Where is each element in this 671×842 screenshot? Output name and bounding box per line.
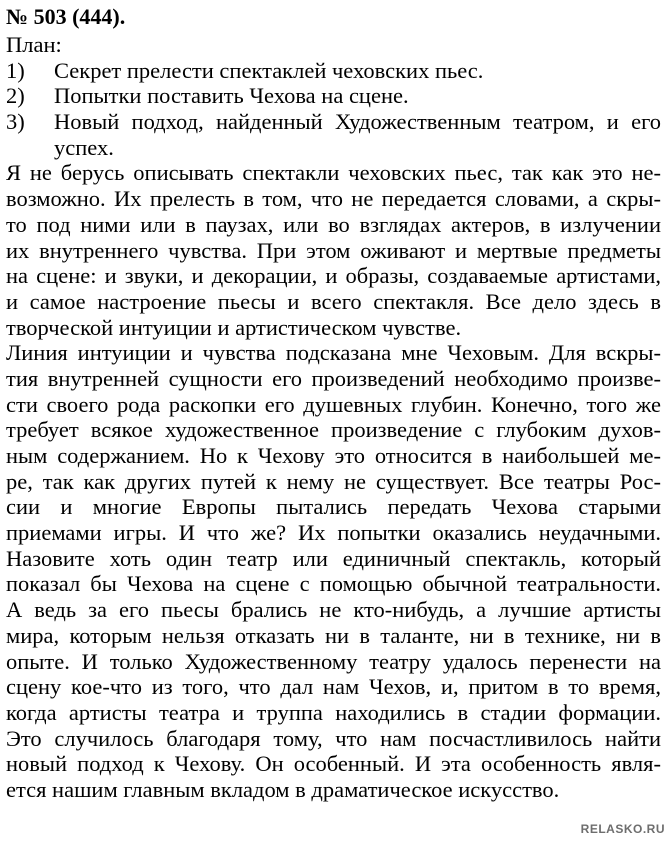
plan-item-number: 2) bbox=[6, 83, 25, 109]
plan-item-text: Новый подход, найденный Художественным театром, и его bbox=[54, 109, 661, 135]
plan-item-2 bbox=[6, 83, 661, 109]
text-line: Назовите хоть один театр или единичный спектакль, который bbox=[6, 545, 661, 571]
plan-item-1 bbox=[6, 58, 661, 84]
text-line: ре, так как других путей к нему не существует. Все театры Рос- bbox=[6, 468, 661, 494]
paragraph-2 bbox=[6, 340, 661, 802]
text-line: мира, которым нельзя отказать ни в таланте, ни в технике, ни в bbox=[6, 622, 661, 648]
text-line: требует всякое художественное произведение с глубоким духов- bbox=[6, 417, 661, 443]
text-line: Это случилось благодаря тому, что нам посчастливилось найти bbox=[6, 725, 661, 751]
text-line: новый подход к Чехову. Он особенный. И эта особенность явля- bbox=[6, 751, 661, 777]
text-line: тия внутренней сущности его произведений необходимо произве- bbox=[6, 365, 661, 391]
text-line: сии и многие Европы пытались передать Чехова старыми bbox=[6, 494, 661, 520]
text-line: ется нашим главным вкладом в драматическое искусство. bbox=[6, 776, 560, 802]
text-line: Линия интуиции и чувства подсказана мне Чеховым. Для вскры- bbox=[6, 340, 661, 366]
text-line: когда артисты театра и труппа находились в стадии формации. bbox=[6, 699, 661, 725]
text-line: их внутреннего чувства. При этом оживают и мертвые предметы bbox=[6, 237, 661, 263]
plan-item-text: успех. bbox=[54, 134, 114, 160]
document-page bbox=[6, 2, 661, 803]
plan-item-text: Попытки поставить Чехова на сцене. bbox=[54, 83, 409, 109]
plan-item-number: 1) bbox=[6, 57, 25, 83]
text-line: ным содержанием. Но к Чехову это относится в наибольшей ме- bbox=[6, 443, 661, 469]
text-line: Я не берусь описывать спектакли чеховских пьес, так как это не- bbox=[6, 160, 661, 186]
text-line: и самое настроение пьесы и всего спектакля. Все дело здесь в bbox=[6, 288, 661, 314]
plan-item-text: Секрет прелести спектаклей чеховских пьес. bbox=[54, 57, 484, 83]
paragraph-1 bbox=[6, 160, 661, 340]
plan-item-number: 3) bbox=[6, 109, 25, 135]
text-line: сти своего рода раскопки его душевных глубин. Конечно, того же bbox=[6, 391, 661, 417]
text-line: опыте. И только Художественному театру удалось перенести на bbox=[6, 648, 661, 674]
watermark: RELASKO.RU bbox=[580, 822, 665, 836]
text-line: А ведь за его пьесы брались не кто-нибудь, а лучшие артисты bbox=[6, 597, 661, 623]
plan-item-3 bbox=[6, 109, 661, 160]
plan-label: План: bbox=[6, 32, 62, 57]
text-line: сцену кое-что из того, что дал нам Чехов, и, притом в то время, bbox=[6, 674, 661, 700]
text-line: возможно. Их прелесть в том, что не передается словами, а скры- bbox=[6, 186, 661, 212]
text-line: творческой интуиции и артистическом чувстве. bbox=[6, 314, 462, 340]
text-line: то под ними или в паузах, или во взглядах актеров, в излучении bbox=[6, 211, 661, 237]
text-line: на сцене: и звуки, и декорации, и образы, создаваемые артистами, bbox=[6, 263, 661, 289]
task-number: № 503 (444). bbox=[6, 4, 126, 29]
text-line: показал бы Чехова на сцене с помощью обычной театральности. bbox=[6, 571, 661, 597]
text-line: приемами игры. И что же? Их попытки оказались неудачными. bbox=[6, 520, 661, 546]
